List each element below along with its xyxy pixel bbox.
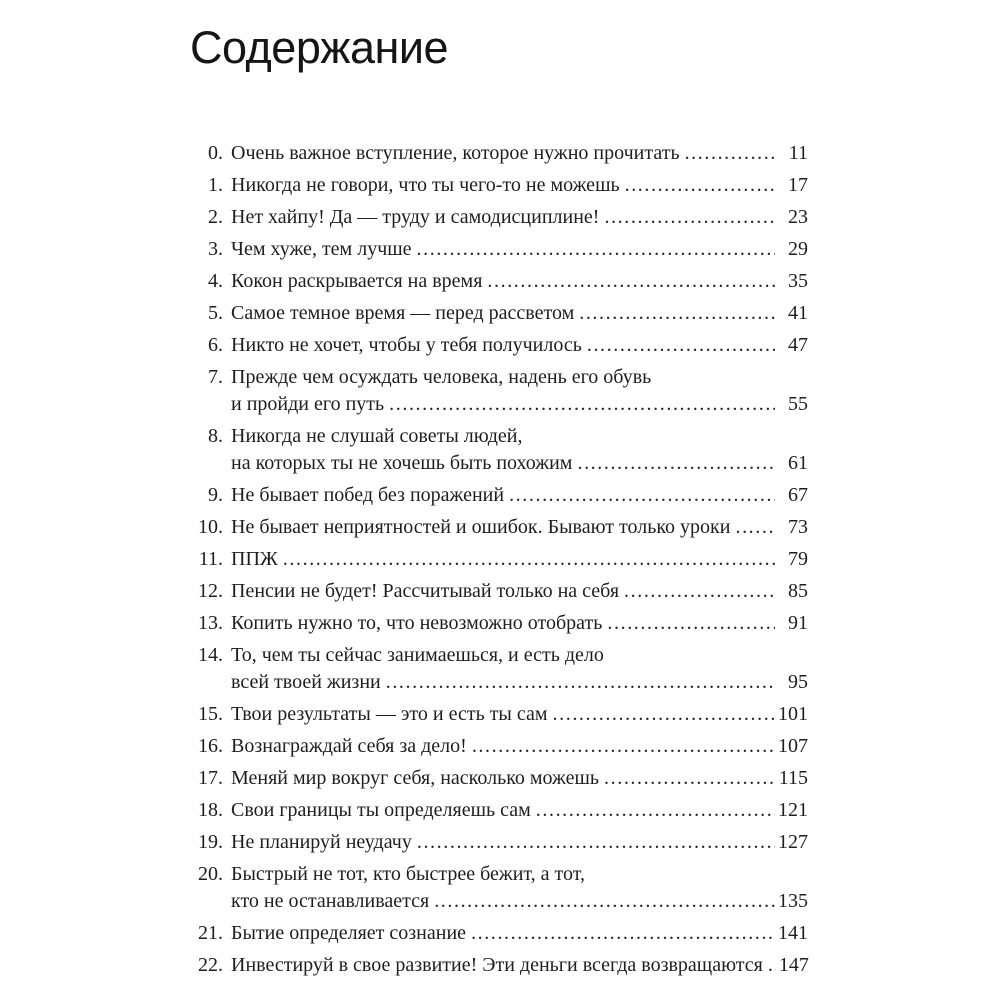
toc-dot-leader <box>283 546 775 573</box>
toc-entry-number: 11. <box>198 548 223 570</box>
toc-entry-title: То, чем ты сейчас занимаешься, и есть дело <box>231 644 604 666</box>
toc-dot-leader <box>579 300 775 327</box>
toc-page-number: 135 <box>778 890 808 912</box>
toc-entry-number: 14. <box>198 644 223 666</box>
toc-line <box>190 669 808 696</box>
toc-entry-title: Нет хайпу! Да — труду и самодисциплине! <box>231 206 600 228</box>
toc-page-number: 115 <box>778 767 808 789</box>
toc-entry-number: 5. <box>208 302 223 324</box>
toc-entry-title: Прежде чем осуждать человека, надень его обувь <box>231 366 652 388</box>
toc-dot-leader <box>604 765 775 792</box>
toc-line <box>190 952 808 979</box>
toc-entry <box>190 701 808 728</box>
toc-entry-title: Никто не хочет, чтобы у тебя получилось <box>231 334 582 356</box>
toc-entry <box>190 364 808 418</box>
toc-dot-leader <box>417 829 775 856</box>
toc-line <box>190 172 808 199</box>
toc-entry <box>190 733 808 760</box>
toc-dot-leader <box>472 733 775 760</box>
toc-entry <box>190 610 808 637</box>
toc-page-number: 61 <box>788 452 808 474</box>
toc-dot-leader <box>604 204 775 231</box>
toc-line <box>190 391 808 418</box>
toc-line <box>190 888 808 915</box>
toc-entry-title: Самое темное время — перед рассветом <box>231 302 575 324</box>
toc-entry-title: Вознаграждай себя за дело! <box>231 735 467 757</box>
toc-line <box>190 701 808 728</box>
toc-line <box>190 236 808 263</box>
toc-dot-leader <box>768 952 776 979</box>
toc-entry-number: 15. <box>198 703 223 725</box>
toc-line <box>190 482 808 509</box>
toc-list <box>190 140 808 979</box>
toc-line <box>190 610 808 637</box>
toc-line <box>190 733 808 760</box>
toc-line <box>190 642 808 669</box>
toc-entry-number: 16. <box>198 735 223 757</box>
toc-line <box>190 765 808 792</box>
toc-dot-leader <box>471 920 775 947</box>
toc-line <box>190 332 808 359</box>
toc-dot-leader <box>389 391 775 418</box>
toc-entry-title: Пенсии не будет! Рассчитывай только на себя <box>231 580 620 602</box>
toc-entry <box>190 204 808 231</box>
toc-entry-number: 4. <box>208 270 223 292</box>
toc-entry-title: Кокон раскрывается на время <box>231 270 483 292</box>
toc-line <box>190 204 808 231</box>
toc-entry-number: 7. <box>208 366 223 388</box>
toc-line <box>190 578 808 605</box>
toc-page-number: 47 <box>788 334 808 356</box>
toc-line <box>190 268 808 295</box>
toc-entry-number: 21. <box>198 922 223 944</box>
toc-entry <box>190 829 808 856</box>
toc-page-number: 73 <box>788 516 808 538</box>
toc-dot-leader <box>434 888 775 915</box>
toc-entry-title: Инвестируй в свое развитие! Эти деньги всегда возвращаются <box>231 954 763 976</box>
toc-line <box>190 364 808 391</box>
toc-line <box>190 514 808 541</box>
toc-dot-leader <box>509 482 775 509</box>
toc-entry-title: Копить нужно то, что невозможно отобрать <box>231 612 603 634</box>
page-title: Содержание <box>190 22 448 73</box>
toc-entry-title: Твои результаты — это и есть ты сам <box>231 703 548 725</box>
toc-entry-title: Меняй мир вокруг себя, насколько можешь <box>231 767 600 789</box>
toc-page-number: 67 <box>788 484 808 506</box>
toc-page-number: 11 <box>788 142 808 164</box>
toc-entry <box>190 578 808 605</box>
toc-entry <box>190 482 808 509</box>
toc-page-number: 17 <box>788 174 808 196</box>
toc-entry-title: Свои границы ты определяешь сам <box>231 799 531 821</box>
toc-dot-leader <box>685 140 775 167</box>
toc-entry-title: Никогда не говори, что ты чего-то не можешь <box>231 174 620 196</box>
toc-line <box>190 140 808 167</box>
toc-entry-number: 22. <box>198 954 223 976</box>
toc-line <box>190 829 808 856</box>
toc-page-number: 85 <box>788 580 808 602</box>
toc-entry-title: Очень важное вступление, которое нужно прочитать <box>231 142 680 164</box>
toc-line <box>190 861 808 888</box>
toc-dot-leader <box>577 450 775 477</box>
toc-entry-title: и пройди его путь <box>231 393 385 415</box>
toc-page-number: 55 <box>788 393 808 415</box>
toc-entry <box>190 952 808 979</box>
toc-entry-title: Не бывает побед без поражений <box>231 484 505 506</box>
toc-dot-leader <box>607 610 775 637</box>
toc-entry <box>190 546 808 573</box>
toc-dot-leader <box>625 172 775 199</box>
toc-line <box>190 450 808 477</box>
toc-entry-number: 18. <box>198 799 223 821</box>
toc-entry <box>190 236 808 263</box>
toc-page-number: 29 <box>788 238 808 260</box>
toc-entry <box>190 140 808 167</box>
toc-page-number: 101 <box>778 703 808 725</box>
toc-line <box>190 300 808 327</box>
toc-entry <box>190 765 808 792</box>
toc-page-number: 91 <box>788 612 808 634</box>
toc-entry-title: всей твоей жизни <box>231 671 381 693</box>
toc-entry-title: кто не останавливается <box>231 890 430 912</box>
toc-entry-title: Бытие определяет сознание <box>231 922 467 944</box>
toc-dot-leader <box>487 268 775 295</box>
toc-dot-leader <box>536 797 775 824</box>
toc-entry-number: 9. <box>208 484 223 506</box>
toc-entry-title: Быстрый не тот, кто быстрее бежит, а тот, <box>231 863 585 885</box>
toc-page-number: 107 <box>778 735 808 757</box>
toc-entry-number: 6. <box>208 334 223 356</box>
toc-entry-number: 8. <box>208 425 223 447</box>
toc-line <box>190 423 808 450</box>
toc-page-number: 95 <box>788 671 808 693</box>
toc-entry-title: ППЖ <box>231 548 278 570</box>
toc-entry <box>190 861 808 915</box>
toc-entry-title: Не бывает неприятностей и ошибок. Бывают только уроки <box>231 516 731 538</box>
toc-entry <box>190 268 808 295</box>
toc-entry-number: 17. <box>198 767 223 789</box>
toc-page-number: 23 <box>788 206 808 228</box>
toc-dot-leader <box>417 236 775 263</box>
toc-entry-number: 10. <box>198 516 223 538</box>
toc-entry-number: 1. <box>208 174 223 196</box>
toc-page-number: 141 <box>778 922 808 944</box>
toc-entry-number: 13. <box>198 612 223 634</box>
toc-dot-leader <box>553 701 775 728</box>
toc-entry <box>190 920 808 947</box>
toc-entry-title: Никогда не слушай советы людей, <box>231 425 523 447</box>
toc-entry-number: 20. <box>198 863 223 885</box>
toc-entry-title: на которых ты не хочешь быть похожим <box>231 452 573 474</box>
toc-page-number: 127 <box>778 831 808 853</box>
toc-entry-number: 19. <box>198 831 223 853</box>
toc-entry-number: 3. <box>208 238 223 260</box>
toc-page-number: 147 <box>778 954 809 976</box>
toc-page-number: 121 <box>778 799 808 821</box>
toc-page-number: 79 <box>788 548 808 570</box>
toc-page-number: 35 <box>788 270 808 292</box>
toc-entry-number: 2. <box>208 206 223 228</box>
toc-page-number: 41 <box>788 302 808 324</box>
toc-entry <box>190 172 808 199</box>
toc-entry-title: Не планируй неудачу <box>231 831 412 853</box>
toc-dot-leader <box>735 514 775 541</box>
toc-entry <box>190 300 808 327</box>
toc-entry-title: Чем хуже, тем лучше <box>231 238 412 260</box>
toc-entry <box>190 642 808 696</box>
toc-entry <box>190 514 808 541</box>
toc-dot-leader <box>587 332 775 359</box>
toc-dot-leader <box>624 578 775 605</box>
toc-line <box>190 920 808 947</box>
toc-entry-number: 12. <box>198 580 223 602</box>
toc-dot-leader <box>386 669 775 696</box>
toc-line <box>190 546 808 573</box>
toc-entry <box>190 332 808 359</box>
toc-line <box>190 797 808 824</box>
toc-entry <box>190 423 808 477</box>
toc-entry-number: 0. <box>208 142 223 164</box>
toc-entry <box>190 797 808 824</box>
